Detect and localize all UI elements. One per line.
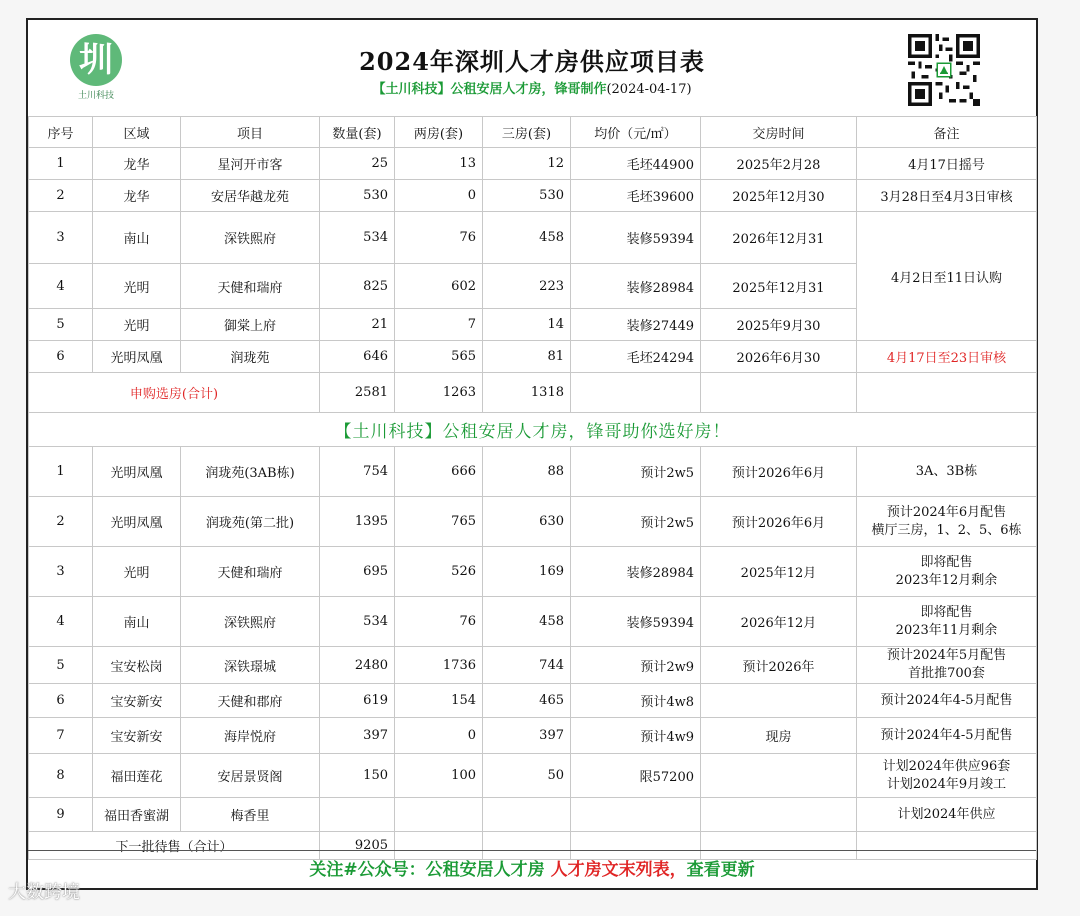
cell-area: 光明 bbox=[93, 547, 181, 597]
column-header-project: 项目 bbox=[181, 117, 320, 148]
cell-no: 1 bbox=[29, 447, 93, 497]
cell-qty: 754 bbox=[320, 447, 395, 497]
logo-badge: 圳 bbox=[70, 34, 122, 86]
note-line-1: 3A、3B栋 bbox=[915, 463, 978, 479]
cell-area: 龙华 bbox=[93, 180, 181, 212]
column-header-no: 序号 bbox=[29, 117, 93, 148]
cell-area: 南山 bbox=[93, 597, 181, 647]
note-line-1: 计划2024年供应 bbox=[897, 806, 996, 822]
logo-text: 土川科技 bbox=[77, 91, 114, 101]
table-row bbox=[29, 684, 1037, 718]
table-row bbox=[29, 341, 1037, 373]
cell-qty: 1395 bbox=[320, 497, 395, 547]
cell-delivery: 2026年12月31 bbox=[701, 212, 857, 264]
cell-three-room: 169 bbox=[483, 547, 571, 597]
cell-two-room: 7 bbox=[395, 309, 483, 341]
table-row bbox=[29, 447, 1037, 497]
cell-qty: 534 bbox=[320, 212, 395, 264]
cell-note bbox=[857, 547, 1037, 597]
cell-qty bbox=[320, 798, 395, 832]
cell-three-room: 465 bbox=[483, 684, 571, 718]
cell-two-room: 0 bbox=[395, 180, 483, 212]
cell-two-room: 602 bbox=[395, 264, 483, 309]
cell-three-room: 530 bbox=[483, 180, 571, 212]
cell-project: 天健和瑞府 bbox=[181, 547, 320, 597]
cell-three-room: 223 bbox=[483, 264, 571, 309]
cell-two-room: 76 bbox=[395, 597, 483, 647]
subtitle-brand: 【土川科技】公租安居人才房，锋哥制作 bbox=[372, 82, 607, 97]
cell-price: 毛坯39600 bbox=[571, 180, 701, 212]
cell-three-room: 12 bbox=[483, 148, 571, 180]
table-header-row bbox=[29, 117, 1037, 148]
footer-follow: 关注#公众号：公租安居人才房 bbox=[309, 860, 551, 880]
cell-no: 5 bbox=[29, 647, 93, 684]
cell-project: 深铁熙府 bbox=[181, 212, 320, 264]
total-qty: 2581 bbox=[320, 373, 395, 413]
sheet-header bbox=[28, 20, 1036, 117]
cell-no: 4 bbox=[29, 264, 93, 309]
table-row bbox=[29, 798, 1037, 832]
cell-delivery: 2025年9月30 bbox=[701, 309, 857, 341]
cell-area: 光明 bbox=[93, 309, 181, 341]
cell-price: 预计2w5 bbox=[571, 447, 701, 497]
note-line-1: 预计2024年5月配售 bbox=[886, 648, 1007, 663]
column-header-note: 备注 bbox=[857, 117, 1037, 148]
table-row bbox=[29, 597, 1037, 647]
cell-note: 4月17日至23日审核 bbox=[857, 341, 1037, 373]
page-title: 2024年深圳人才房供应项目表 bbox=[359, 47, 705, 76]
cell-project: 深铁熙府 bbox=[181, 597, 320, 647]
cell-two-room: 526 bbox=[395, 547, 483, 597]
cell-qty: 2480 bbox=[320, 647, 395, 684]
cell-two-room: 565 bbox=[395, 341, 483, 373]
note-line-2: 横厅三房，1、2、5、6栋 bbox=[871, 522, 1022, 538]
cell-qty: 646 bbox=[320, 341, 395, 373]
cell-price: 毛坯24294 bbox=[571, 341, 701, 373]
cell-delivery: 2025年12月30 bbox=[701, 180, 857, 212]
cell-area: 福田莲花 bbox=[93, 754, 181, 798]
cell-project: 天健和郡府 bbox=[181, 684, 320, 718]
cell-no: 2 bbox=[29, 497, 93, 547]
cell-no: 7 bbox=[29, 718, 93, 754]
table-row bbox=[29, 647, 1037, 684]
cell-project: 润珑苑(3AB栋) bbox=[181, 447, 320, 497]
note-line-2: 2023年11月剩余 bbox=[895, 622, 998, 638]
cell-note bbox=[857, 447, 1037, 497]
table-row bbox=[29, 180, 1037, 212]
cell-price: 装修28984 bbox=[571, 547, 701, 597]
cell-no: 1 bbox=[29, 148, 93, 180]
cell-no: 9 bbox=[29, 798, 93, 832]
cell-qty: 825 bbox=[320, 264, 395, 309]
page-subtitle bbox=[28, 78, 1036, 97]
total-label: 申购选房(合计) bbox=[29, 373, 320, 413]
cell-price: 预计4w9 bbox=[571, 718, 701, 754]
column-header-area: 区域 bbox=[93, 117, 181, 148]
column-header-three-room: 三房(套) bbox=[483, 117, 571, 148]
cell-delivery: 预计2026年6月 bbox=[701, 447, 857, 497]
cell-note bbox=[857, 647, 1037, 684]
column-header-two-room: 两房(套) bbox=[395, 117, 483, 148]
cell-project: 海岸悦府 bbox=[181, 718, 320, 754]
cell-area: 宝安新安 bbox=[93, 684, 181, 718]
total-row bbox=[29, 373, 1037, 413]
cell-three-room: 88 bbox=[483, 447, 571, 497]
table-row bbox=[29, 718, 1037, 754]
cell-qty: 619 bbox=[320, 684, 395, 718]
cell-two-room: 1736 bbox=[395, 647, 483, 684]
price-sheet bbox=[26, 18, 1038, 890]
cell-delivery: 预计2026年 bbox=[701, 647, 857, 684]
cell-three-room: 630 bbox=[483, 497, 571, 547]
cell-note: 3月28日至4月3日审核 bbox=[857, 180, 1037, 212]
slogan-text: 【土川科技】公租安居人才房，锋哥助你选好房！ bbox=[29, 413, 1037, 447]
cell-merged-note: 4月2日至11日认购 bbox=[857, 212, 1037, 341]
cell-delivery: 2026年12月 bbox=[701, 597, 857, 647]
total-label: 下一批待售（合计） bbox=[29, 832, 320, 860]
column-header-price: 均价（元/㎡） bbox=[571, 117, 701, 148]
cell-price: 预计4w8 bbox=[571, 684, 701, 718]
cell-note bbox=[857, 684, 1037, 718]
cell-note bbox=[857, 718, 1037, 754]
total-qty: 9205 bbox=[320, 832, 395, 860]
note-line-1: 即将配售 bbox=[920, 604, 973, 620]
cell-two-room: 13 bbox=[395, 148, 483, 180]
cell-price: 预计2w5 bbox=[571, 497, 701, 547]
note-line-1: 预计2024年6月配售 bbox=[886, 504, 1007, 520]
cell-qty: 25 bbox=[320, 148, 395, 180]
cell-project: 星河开市客 bbox=[181, 148, 320, 180]
slogan-row bbox=[29, 413, 1037, 447]
cell-no: 3 bbox=[29, 212, 93, 264]
footer-update: 查看更新 bbox=[686, 860, 755, 880]
note-line-1: 即将配售 bbox=[920, 554, 973, 570]
cell-three-room: 81 bbox=[483, 341, 571, 373]
cell-area: 光明凤凰 bbox=[93, 341, 181, 373]
column-header-delivery: 交房时间 bbox=[701, 117, 857, 148]
cell-note bbox=[857, 798, 1037, 832]
cell-no: 3 bbox=[29, 547, 93, 597]
cell-area: 福田香蜜湖 bbox=[93, 798, 181, 832]
table-row bbox=[29, 148, 1037, 180]
cell-three-room: 397 bbox=[483, 718, 571, 754]
cell-delivery: 现房 bbox=[701, 718, 857, 754]
cell-three-room: 50 bbox=[483, 754, 571, 798]
note-line-2: 2023年12月剩余 bbox=[895, 572, 998, 588]
cell-area: 龙华 bbox=[93, 148, 181, 180]
cell-qty: 530 bbox=[320, 180, 395, 212]
total-three-room: 1318 bbox=[483, 373, 571, 413]
note-line-1: 预计2024年4-5月配售 bbox=[880, 727, 1013, 743]
cell-two-room bbox=[395, 798, 483, 832]
note-line-1: 预计2024年4-5月配售 bbox=[880, 692, 1013, 708]
cell-area: 南山 bbox=[93, 212, 181, 264]
cell-note bbox=[857, 597, 1037, 647]
cell-three-room: 458 bbox=[483, 597, 571, 647]
cell-two-room: 0 bbox=[395, 718, 483, 754]
cell-project: 润珑苑 bbox=[181, 341, 320, 373]
cell-price: 装修28984 bbox=[571, 264, 701, 309]
cell-note bbox=[857, 497, 1037, 547]
cell-no: 5 bbox=[29, 309, 93, 341]
cell-no: 8 bbox=[29, 754, 93, 798]
column-header-qty: 数量(套) bbox=[320, 117, 395, 148]
table-row bbox=[29, 754, 1037, 798]
cell-delivery bbox=[701, 798, 857, 832]
table-row bbox=[29, 497, 1037, 547]
cell-area: 光明凤凰 bbox=[93, 447, 181, 497]
table-row bbox=[29, 212, 1037, 264]
cell-qty: 21 bbox=[320, 309, 395, 341]
cell-delivery: 2025年12月31 bbox=[701, 264, 857, 309]
cell-project: 御棠上府 bbox=[181, 309, 320, 341]
cell-three-room bbox=[483, 798, 571, 832]
cell-area: 宝安松岗 bbox=[93, 647, 181, 684]
cell-price bbox=[571, 798, 701, 832]
note-line-1: 计划2024年供应96套 bbox=[882, 758, 1011, 774]
cell-project: 安居华越龙苑 bbox=[181, 180, 320, 212]
total-two-room: 1263 bbox=[395, 373, 483, 413]
cell-no: 2 bbox=[29, 180, 93, 212]
cell-qty: 534 bbox=[320, 597, 395, 647]
cell-no: 4 bbox=[29, 597, 93, 647]
cell-delivery: 2025年2月28 bbox=[701, 148, 857, 180]
cell-delivery: 2026年6月30 bbox=[701, 341, 857, 373]
cell-three-room: 14 bbox=[483, 309, 571, 341]
footer-list: 人才房文末列表， bbox=[550, 860, 687, 880]
cell-delivery: 预计2026年6月 bbox=[701, 497, 857, 547]
cell-two-room: 666 bbox=[395, 447, 483, 497]
cell-area: 宝安新安 bbox=[93, 718, 181, 754]
footer-banner bbox=[28, 850, 1036, 889]
note-line-2: 计划2024年9月竣工 bbox=[886, 776, 1007, 792]
cell-price: 装修59394 bbox=[571, 212, 701, 264]
project-table bbox=[28, 116, 1037, 860]
cell-delivery bbox=[701, 754, 857, 798]
cell-price: 预计2w9 bbox=[571, 647, 701, 684]
cell-two-room: 76 bbox=[395, 212, 483, 264]
cell-qty: 695 bbox=[320, 547, 395, 597]
cell-project: 润珑苑(第二批) bbox=[181, 497, 320, 547]
cell-delivery: 2025年12月 bbox=[701, 547, 857, 597]
cell-price: 限57200 bbox=[571, 754, 701, 798]
cell-qty: 397 bbox=[320, 718, 395, 754]
cell-project: 天健和瑞府 bbox=[181, 264, 320, 309]
cell-price: 装修27449 bbox=[571, 309, 701, 341]
cell-two-room: 765 bbox=[395, 497, 483, 547]
cell-delivery bbox=[701, 684, 857, 718]
watermark: 大数跨境 bbox=[8, 882, 80, 903]
cell-project: 梅香里 bbox=[181, 798, 320, 832]
qr-code-icon bbox=[908, 34, 980, 106]
cell-area: 光明 bbox=[93, 264, 181, 309]
cell-note: 4月17日摇号 bbox=[857, 148, 1037, 180]
cell-two-room: 154 bbox=[395, 684, 483, 718]
cell-note bbox=[857, 754, 1037, 798]
cell-price: 毛坯44900 bbox=[571, 148, 701, 180]
cell-area: 光明凤凰 bbox=[93, 497, 181, 547]
cell-no: 6 bbox=[29, 684, 93, 718]
cell-no: 6 bbox=[29, 341, 93, 373]
cell-price: 装修59394 bbox=[571, 597, 701, 647]
cell-three-room: 458 bbox=[483, 212, 571, 264]
cell-two-room: 100 bbox=[395, 754, 483, 798]
cell-three-room: 744 bbox=[483, 647, 571, 684]
cell-project: 深铁璟城 bbox=[181, 647, 320, 684]
table-row bbox=[29, 547, 1037, 597]
subtitle-date: (2024-04-17) bbox=[606, 82, 692, 97]
cell-project: 安居景贤阁 bbox=[181, 754, 320, 798]
cell-qty: 150 bbox=[320, 754, 395, 798]
note-line-2: 首批推700套 bbox=[908, 666, 985, 681]
